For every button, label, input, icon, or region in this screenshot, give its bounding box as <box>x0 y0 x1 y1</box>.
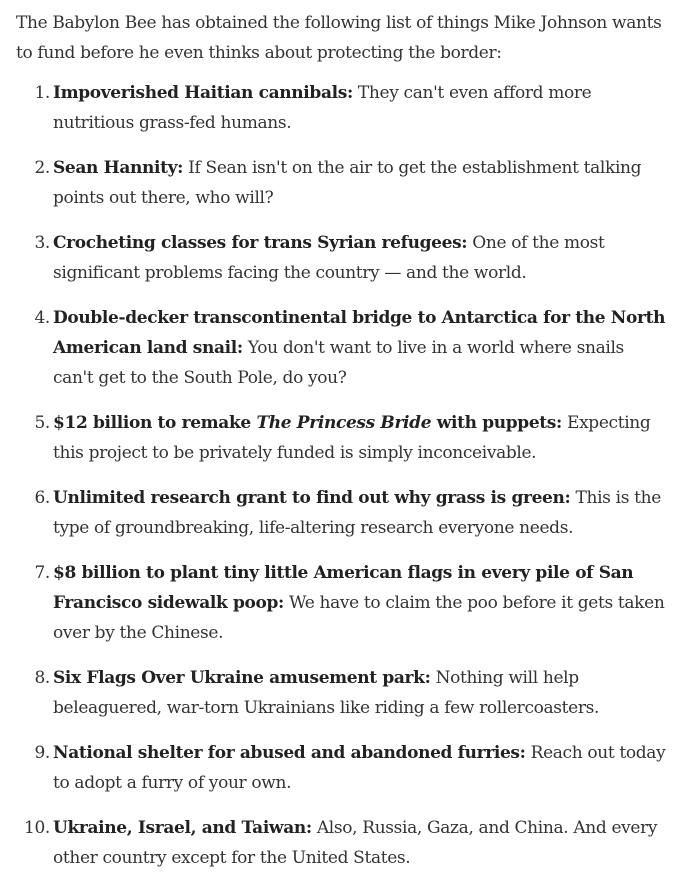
item-title: Impoverished Haitian cannibals: <box>53 83 353 103</box>
list-item-2 <box>16 153 666 213</box>
item-title: National shelter for abused and abandoned furries: <box>53 743 526 763</box>
list-item-4 <box>16 303 666 393</box>
list-number: 10. <box>24 818 50 838</box>
list-item-10 <box>16 813 666 873</box>
list-item-6 <box>16 483 666 543</box>
list-item-7 <box>16 558 666 648</box>
item-text: Also, Russia, Gaza, and China. And every other country except for the United States. <box>53 818 658 868</box>
item-title-after: with puppets: <box>431 413 562 433</box>
item-text: Expecting this project to be privately funded is simply inconceivable. <box>53 413 651 463</box>
item-text: One of the most significant problems facing the country — and the world. <box>53 233 605 283</box>
item-title-italic: The Princess Bride <box>256 413 432 433</box>
item-text: You don't want to live in a world where snails can't get to the South Pole, do you? <box>53 338 624 388</box>
list-item-9 <box>16 738 666 798</box>
item-title: $8 billion to plant tiny little American flags in every pile of San Francisco sidewalk poop: <box>53 563 634 613</box>
list-item-3 <box>16 228 666 288</box>
list-number: 9. <box>34 743 50 763</box>
list-number: 6. <box>34 488 50 508</box>
item-text: If Sean isn't on the air to get the establishment talking points out there, who will? <box>53 158 642 208</box>
item-title: Double-decker transcontinental bridge to Antarctica for the North American land snail: <box>53 308 666 358</box>
list-number: 4. <box>34 308 50 328</box>
list-number: 3. <box>34 233 50 253</box>
item-text: Reach out today to adopt a furry of your own. <box>53 743 666 793</box>
list-number: 8. <box>34 668 50 688</box>
item-title: Crocheting classes for trans Syrian refugees: <box>53 233 468 253</box>
list-number: 7. <box>34 563 50 583</box>
funding-list <box>16 78 666 873</box>
item-text: They can't even afford more nutritious grass-fed humans. <box>53 83 592 133</box>
list-item-8 <box>16 663 666 723</box>
item-text: This is the type of groundbreaking, life-altering research everyone needs. <box>53 488 661 538</box>
item-title: Sean Hannity: <box>53 158 184 178</box>
item-title: Six Flags Over Ukraine amusement park: <box>53 668 431 688</box>
list-item-1 <box>16 78 666 138</box>
item-title: Unlimited research grant to find out why grass is green: <box>53 488 571 508</box>
item-text: Nothing will help beleaguered, war-torn Ukrainians like riding a few rollercoasters. <box>53 668 600 718</box>
list-number: 1. <box>34 83 50 103</box>
item-text: We have to claim the poo before it gets taken over by the Chinese. <box>53 593 665 643</box>
item-title-before: $12 billion to remake <box>53 413 257 433</box>
intro-paragraph: The Babylon Bee has obtained the following list of things Mike Johnson wants to fund before he even thinks about protecting the border: <box>16 13 662 63</box>
list-item-5 <box>16 408 666 468</box>
item-title: Ukraine, Israel, and Taiwan: <box>53 818 312 838</box>
item-title <box>53 413 562 433</box>
list-number: 5. <box>34 413 50 433</box>
list-number: 2. <box>34 158 50 178</box>
